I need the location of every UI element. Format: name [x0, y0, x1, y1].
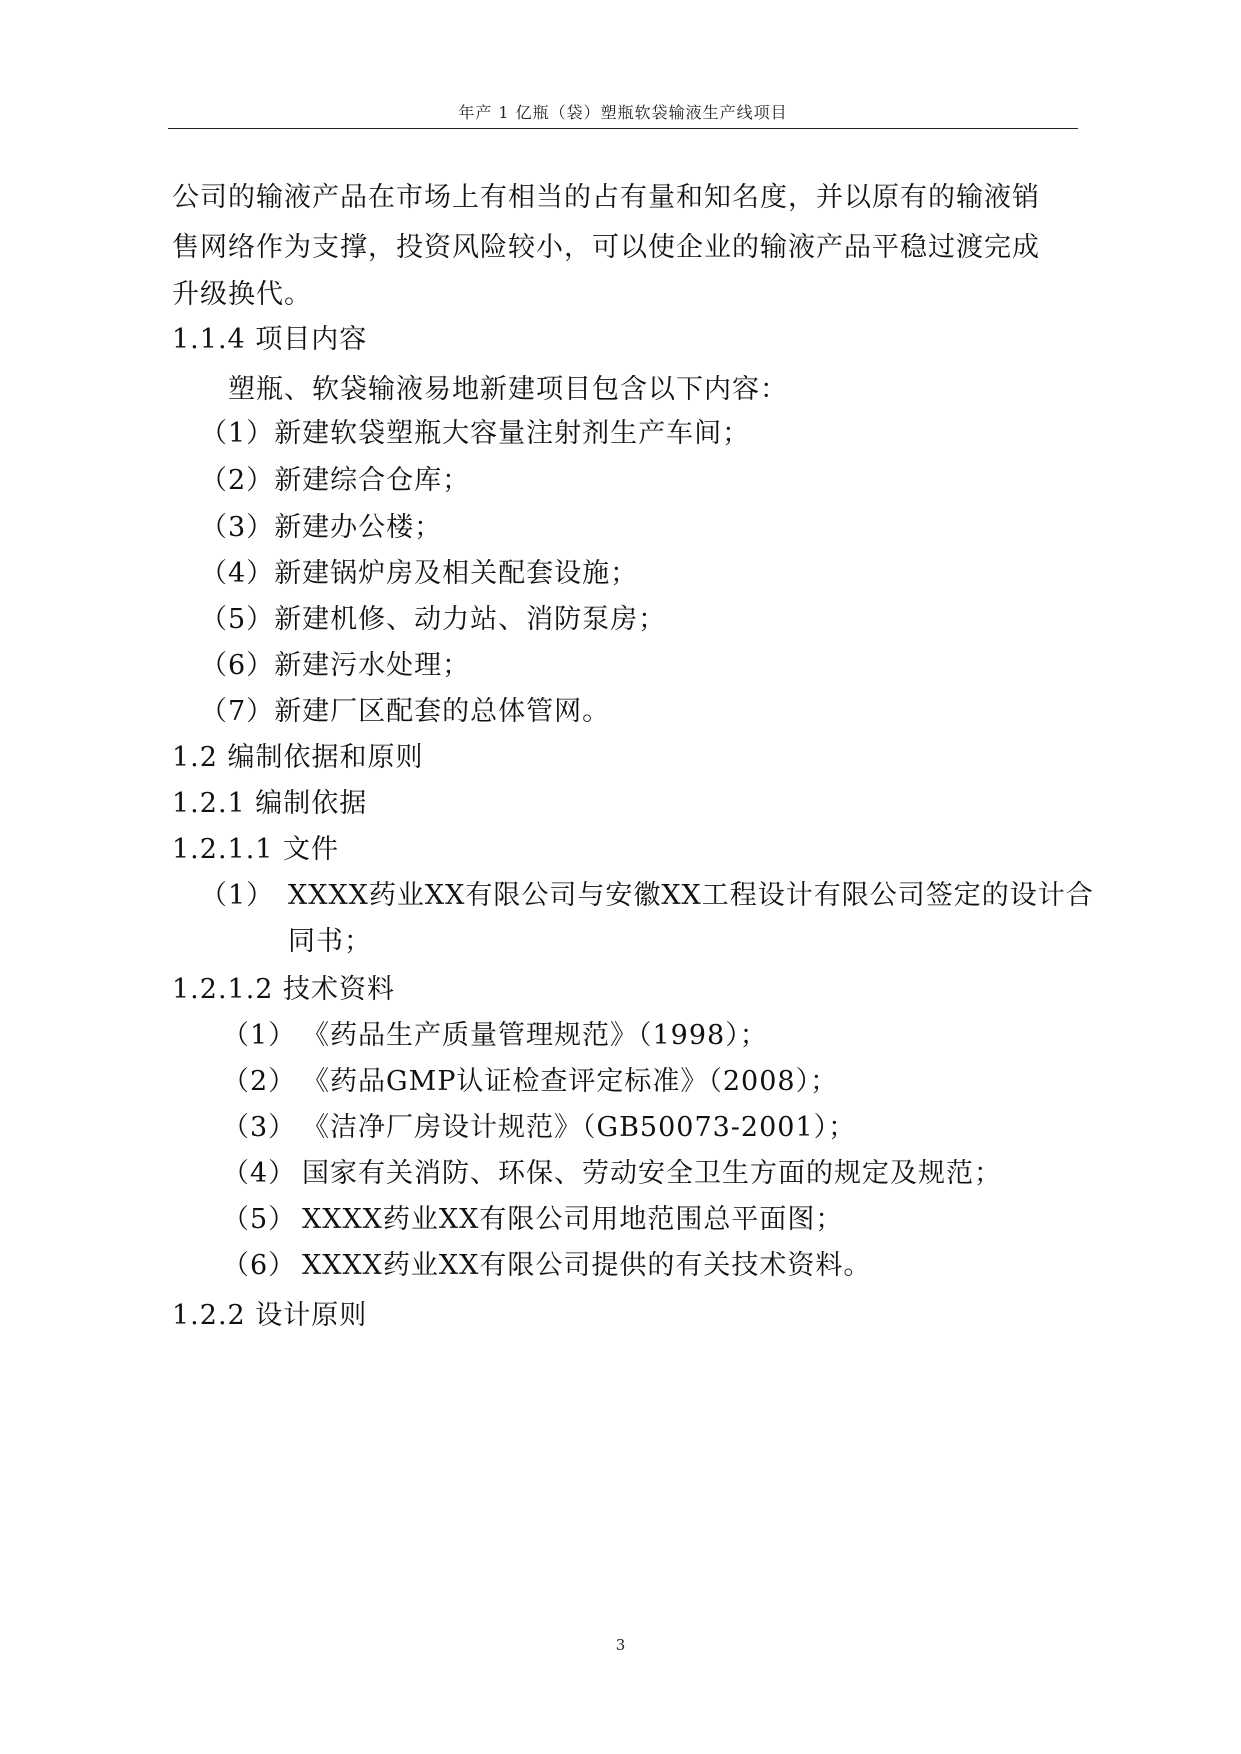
list-item-text: 新建污水处理； [274, 650, 471, 681]
list-item-text: XXXX药业XX有限公司用地范围总平面图； [302, 1204, 844, 1235]
list-item-number: （1） [200, 418, 275, 449]
section-heading-1-2-2: 1.2.2 设计原则 [172, 1300, 368, 1331]
list-item [200, 416, 750, 452]
list-item-number: （3） [222, 1112, 297, 1143]
list-item-number: （2） [222, 1066, 297, 1097]
list-item [200, 556, 638, 592]
list-item-text: 国家有关消防、环保、劳动安全卫生方面的规定及规范； [302, 1158, 1002, 1189]
list-item-number: （7） [200, 696, 275, 727]
section-heading-1-2-1-2: 1.2.1.2 技术资料 [172, 974, 396, 1005]
list-item-number: （4） [222, 1158, 297, 1189]
list-item [200, 648, 470, 684]
page-header [168, 96, 1078, 129]
list-item-number: （3） [200, 512, 275, 543]
list-item-text: 新建综合仓库； [274, 465, 471, 496]
list-item-text-continued: 同书； [288, 926, 372, 957]
list-item-text: 《药品GMP认证检查评定标准》（2008）； [302, 1066, 839, 1097]
list-item-text: 新建办公楼； [274, 512, 443, 543]
list-item-number: （5） [222, 1204, 297, 1235]
list-item [200, 694, 610, 730]
list-item [200, 510, 442, 546]
list-item-number: （1） [222, 1020, 297, 1051]
intro-line-3: 升级换代。 [172, 279, 312, 310]
list-item [200, 463, 470, 499]
list-item-text: 新建锅炉房及相关配套设施； [274, 558, 639, 589]
section-heading-1-1-4: 1.1.4 项目内容 [172, 324, 368, 355]
page-number: 3 [615, 1636, 626, 1654]
list-item [200, 602, 666, 638]
list-item-text: 新建机修、动力站、消防泵房； [274, 604, 667, 635]
list-item-text: XXXX药业XX有限公司与安徽XX工程设计有限公司签定的设计合 [288, 880, 1094, 911]
section-lead-paragraph: 塑瓶、软袋输液易地新建项目包含以下内容： [228, 374, 788, 405]
list-item-number: （6） [222, 1250, 297, 1281]
intro-line-1: 公司的输液产品在市场上有相当的占有量和知名度，并以原有的输液销 [172, 182, 1040, 213]
list-item-number: （6） [200, 650, 275, 681]
list-item-number: （2） [200, 465, 275, 496]
header-title: 年产 1 亿瓶（袋）塑瓶软袋输液生产线项目 [458, 103, 788, 122]
list-item-text: 《药品生产质量管理规范》（1998）； [302, 1020, 768, 1051]
intro-line-2: 售网络作为支撑，投资风险较小，可以使企业的输液产品平稳过渡完成 [172, 232, 1040, 263]
list-item-text: XXXX药业XX有限公司提供的有关技术资料。 [302, 1250, 872, 1281]
list-item-number: （1） [200, 880, 275, 911]
list-item-text: 新建软袋塑瓶大容量注射剂生产车间； [274, 418, 751, 449]
section-heading-1-2: 1.2 编制依据和原则 [172, 742, 424, 773]
section-heading-1-2-1-1: 1.2.1.1 文件 [172, 834, 340, 865]
list-item-text: 《洁净厂房设计规范》（GB50073-2001）； [302, 1112, 857, 1143]
list-item-text: 新建厂区配套的总体管网。 [274, 696, 611, 727]
list-item-number: （4） [200, 558, 275, 589]
list-item-number: （5） [200, 604, 275, 635]
section-heading-1-2-1: 1.2.1 编制依据 [172, 788, 368, 819]
